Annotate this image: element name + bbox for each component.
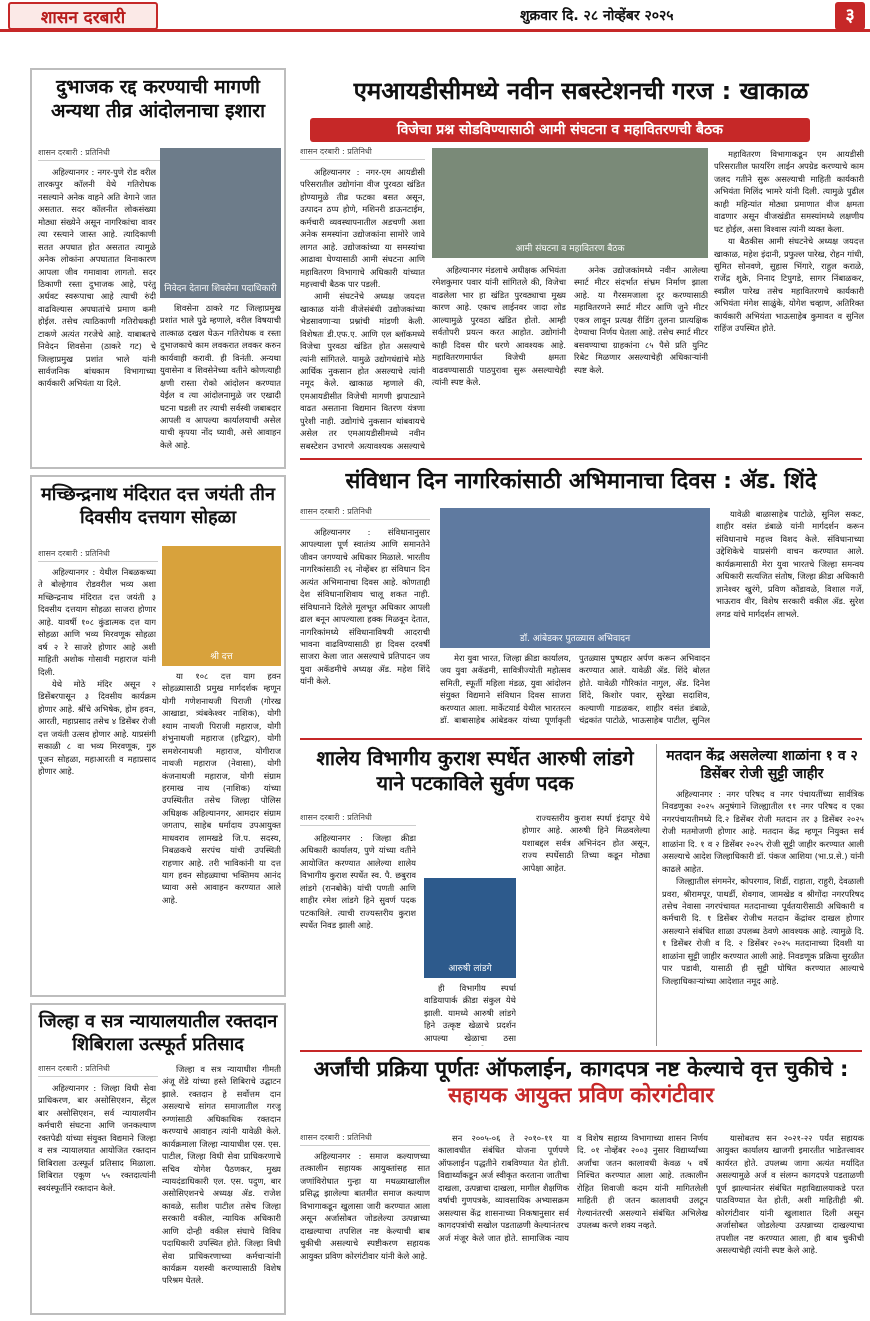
article-8-byline: शासन दरबारी : प्रतिनिधी (300, 1132, 430, 1146)
article-2-body-col2 (162, 670, 281, 992)
article-1-body-col2 (160, 302, 281, 462)
article-3-body-col2 (162, 1063, 281, 1310)
article-1-headline: दुभाजक रद्द करण्याची मागणी अन्यथा तीव्र आंदोलनाचा इशारा (51, 76, 265, 122)
article-4-para: आमी संघटनेचे अध्यक्ष जयदत्त खाकाळ यांनी वीजेसंबंधी उद्योजकांच्या भेडसावणाऱ्या प्रश्नांची मांडणी केली. विशेषतः डी.एफ.ए. आणि एल ब्लॉकमध्ये विजेचा पुरवठा खंडित होत असल्याचे त्यांनी सांगितले. यामुळे उद्योगधंद्यांचे मोठे आर्थिक नुकसान होत असल्याचे त्यांनी नमूद केले. खाकाळ म्हणाले की, एमआयडीसीत विजेची मागणी झपाट्याने वाढत असताना विद्यमान वितरण यंत्रणा पुरेशी नाही. उद्योगांचे नुकसान थांबवायचे असेल तर एमआयडीसीमध्ये नवीन सबस्टेशन उभारणे अत्यावश्यक असल्याचे (300, 291, 425, 451)
article-6-para: ही विभागीय स्पर्धा वाडियापार्क क्रीडा संकुल येथे झाली. यामध्ये आरुषी लांडगे हिने उत्कृष्ट खेळाचे प्रदर्शन आपल्या खेळाचा ठसा (424, 983, 516, 1043)
article-7-para: जिल्ह्यातील संगमनेर, कोपरगाव, शिर्डी, राहाता, राहुरी, देवळाली प्रवरा, श्रीरामपूर, पाथर्डी, शेवगाव, जामखेड व श्रीगोंदा नगरपरिषद तसेच नेवासा नगरपंचायत मतदानाच्या पूर्वतयारीसाठी अधिकारी व कर्मचारी दि. १ डिसेंबर रोजीच मतदान केंद्रांवर दाखल होणार असल्याने संबंधित शाळा उपलब्ध ठेवणे आवश्यक आहे. त्यामुळे दि. १ डिसेंबर रोजी व दि. २ डिसेंबर २०२५ मतदानाच्या दिवशी या शाळांना सुट्टी जाहीर करण्यात आली आहे. निवडणूक प्रक्रिया सुरळीत पार पडावी, यासाठी ही सुट्टी घोषित करण्यात आल्याचे जिल्हाधिकाऱ्यांच्या आदेशात नमूद आहे. (662, 876, 864, 986)
article-6-para: राज्यस्तरीय कुराश स्पर्धा इंदापूर येथे होणार आहे. आरुषी हिने मिळवलेल्या यशाबद्दल सर्वत्र अभिनंदन होत असून, राज्य स्पर्धेसाठी तिच्या कडून मोठ्या आपेक्षा आहेत. (522, 813, 650, 873)
section-rule (300, 458, 862, 460)
article-5-body-col2 (440, 652, 710, 732)
article-5-para: मेरा युवा भारत, जिल्हा क्रीडा कार्यालय, जय युवा अकॅडमी, सावित्रीज्योती महोत्सव समिती, स्फूर्ती महिला मंडळ, युवा आंदोलन संयुक्त विद्यमाने संविधान दिवस साजरा करण्यात आला. मार्केटयार्ड येथील भारतरत्न डॉ. बाबासाहेब आंबेडकर यांच्या पूर्णाकृती पुतळ्यास पुष्पहार अर्पण करून अभिवादन करण्यात आले. यावेळी ॲड. शिंदे बोलत होते. यावेळी गौरिकांत नागुल, ॲड. दिनेश शिंदे, किशोर पवार, सुरेखा सदाशिव, कल्याणी गाडळकर, शाहीर वसंत डंबाळे, चंद्रकांत पाटोळे, भाऊसाहेब पाटील, सुनिल (440, 653, 710, 726)
article-7-headline: मतदान केंद्र असलेल्या शाळांना १ व २ डिसेंबर रोजी सुट्टी जाहीर (666, 748, 858, 782)
article-2-para: अहिल्यानगर : येथील निबळकच्या ते बोल्हेगाव रोडवरील भव्य अशा मच्छिन्द्रनाथ मंदिरात दत्त जयंती ३ दिवसीय दत्तयाग सोहळा साजरा होणार आहे. यावर्षी १०८ कुंडात्मक दत्त याग सोहळा आणि भव्य मिरवणूक सोहळा वर्ष २ रे साजरे होणार आहे अशी माहिती अशोक गोसावी महाराज यांनी दिली. (38, 567, 156, 677)
article-4-byline: शासन दरबारी : प्रतिनिधी (300, 146, 425, 160)
article-1-byline: शासन दरबारी : प्रतिनिधी (38, 147, 280, 161)
article-2-para: या १०८ दत्त याग हवन सोहळ्यासाठी प्रमुख मार्गदर्शक म्हणून योगी गणेशनाथजी पिराजी (गोरख आखाडा, त्र्यंबकेश्वर नाशिक), योगी श्याम नाथजी पिराजी महाराज, योगी शंभुनाथजी महाराज (हरिद्वार), योगी समशेरनाथजी महाराज, योगीराज नाथजी महाराज (नेवासा), योगी कंजनाथजी महाराज, योगी संग्राम हरमाख नाथ (नाशिक) यांच्या उपस्थितीत तसेच जिल्हा पोलिस अधिक्षक अहिल्यानगर, आमदार संग्राम जगताप, साहेब धर्मादाय उपआयुक्त माधवराव लामखडे जि.प. सदस्य, निबळकचे सरपंच यांची उपस्थिती राहणार आहे. तरी भाविकांनी या दत्त याग हवन सोहळ्याचा भक्तिमय आनंद घ्यावा असे आवाहन करण्यात आले आहे. (162, 671, 281, 905)
article-2-photo-caption: श्री दत्त (210, 652, 233, 662)
article-4-headline: एमआयडीसीमध्ये नवीन सबस्टेशनची गरज : खाकाळ (353, 77, 809, 105)
article-6-photo-caption: आरुषी लांडगे (448, 964, 492, 974)
article-8-body-col2 (438, 1132, 708, 1314)
article-5-byline: शासन दरबारी : प्रतिनिधी (300, 506, 430, 520)
section-rule (300, 1050, 862, 1052)
article-5-para: अहिल्यानगर : संविधानानुसार आपल्याला पूर्ण स्वातंत्र्य आणि समानतेने जीवन जगण्याचे अधिकार मिळाले. भारतीय नागरिकांसाठी २६ नोव्हेंबर हा संविधान दिन अत्यंत अभिमानाचा दिवस आहे. कोणताही देश संविधानाशिवाय चालू शकत नाही. संविधानाने दिलेले मूलभूत अधिकार आपली ढाल बनून आपल्याला हक्क मिळवून देतात, नागरिकांमध्ये संविधानाविषयी आदराची भावना वाढविण्यासाठी हा दिवस दरवर्षी साजरा केला जात असल्याचे प्रतिपादन जय युवा अकॅडमीचे अध्यक्ष ॲड. महेश शिंदे यांनी केले. (300, 527, 430, 687)
article-1-para: शिवसेना ठाकरे गट जिल्हाप्रमुख प्रशांत भाले पुढे म्हणाले, वरील विषयाची तात्काळ दखल घेऊन गतिरोधक व रस्ता दुभाजकाचे काम लवकरात लवकर करुन कार्यवाही करावी. ही विनंती. अन्यथा युवासेना व शिवसेनेच्या वतीने कोणत्याही क्षणी रास्ता रोको आंदोलन करण्यात येईल व त्या आंदोलनामुळे जर एखादी घटना घडली तर त्याची सर्वस्वी जबाबदार आपली व आपल्या कार्यालयाची असेल याची कृपया नोंद घ्यावी, असे आवाहन केले आहे. (160, 303, 281, 450)
article-2-byline: शासन दरबारी : प्रतिनिधी (38, 548, 158, 562)
article-3-byline: शासन दरबारी : प्रतिनिधी (38, 1063, 158, 1077)
article-5-para: यावेळी बाळासाहेब पाटोळे, सुनिल सकट, शाहीर वसंत डंबाळे यांनी मार्गदर्शन करून संविधानाचे महत्त्व विशद केले. संविधानाच्या उद्देशिकेचे याप्रसंगी वाचन करण्यात आले. कार्यक्रमासाठी मेरा युवा भारतचे जिल्हा समन्वय अधिकारी सत्यजित संतोष, जिल्हा क्रीडा अधिकारी ज्ञानेश्वर खुरंगे, प्रविण कोंडावळे, विशाल गर्जे, भाऊराव वीर, विशेष सरकारी वकील ॲड. सुरेश लगड यांचे मार्गदर्शन लाभले. (716, 509, 864, 619)
article-1-body-col1 (38, 166, 156, 461)
article-3-para: जिल्हा व सत्र न्यायाधीश गीमती अंजू शेंडे यांच्या हस्ते शिबिराचे उद्घाटन झाले. रक्तदान हे सर्वोत्तम दान असल्याचे सांगत समाजातील गरजू रुग्णांसाठी अधिकाधिक रक्तदान करण्याचे आवाहन त्यांनी यावेळी केले. कार्यक्रमाला जिल्हा न्यायाधीश एस. एस. पाटील, जिल्हा विधी सेवा प्राधिकरणाचे सचिव योगेश पैठणकर, मुख्य न्यायदंडाधिकारी एल. एस. पदुण, बार असोसिएशनचे अध्यक्ष ॲड. राजेश कावळे, सतीश पाटील तसेच जिल्हा सरकारी वकील, न्यायिक अधिकारी आणि दोन्ही वकील संघाचे विविध पदाधिकारी उपस्थित होते. जिल्हा विधी सेवा प्राधिकरणाच्या कर्मचाऱ्यांनी कार्यक्रम यशस्वी करण्यासाठी विशेष परिश्रम घेतले. (162, 1064, 281, 1286)
article-4-para: अनेक उद्योजकांमध्ये नवीन आलेल्या स्मार्ट मीटर संदर्भात संभ्रम निर्माण झाला आहे. या गैरसमजाला दूर करण्यासाठी महावितरणने स्मार्ट मीटर आणि जुने मीटर एकत्र लावून प्रत्यक्ष रीडिंग तुलना प्रात्यक्षिक देण्याचा निर्णय घेतला आहे. तसेच स्मार्ट मीटर बसवण्याचा ग्राहकांना ८५ पैसे प्रति युनिट रिबेट मिळणार असल्याचेही अधिकाऱ्यांनी स्पष्ट केले. (574, 265, 708, 375)
article-4-body-col3 (714, 148, 864, 454)
article-4-para: या बैठकीस आमी संघटनेचे अध्यक्ष जयदत्त खाकाळ, महेश इंदानी, प्रफुल्ल पारेख, रोहन गांधी, सुमित सोनवणे, सुहास भिंगारे, राहुल कराळे, राजेंद्र शुक्रे, निनाद टिपुगडे, सागर निंबाळकर, स्वप्नील पारेख तसेच महावितरणचे कार्यकारी अभियंता मंगेश साळुंके, योगेश चव्हाण, अतिरिक्त कार्यकारी अभियंता भाऊसाहेब कुमावत व सुनिल राहिंज उपस्थित होते. (714, 236, 864, 334)
column-divider (656, 744, 657, 1046)
article-7-body (662, 788, 864, 1046)
article-4-para: अहिल्यानगर मंडलाचे अधीक्षक अभियंता रमेशकुमार पवार यांनी सांगितले की, विजेचा वाढलेला भार हा खंडित पुरवठ्याचा मुख्य कारण आहे. एकाच लाईनवर जादा लोड आल्यामुळे पुरवठा खंडित होतो. आम्ही सर्वतोपरी प्रयत्न करत आहोत. उद्योगांनी काही दिवस धीर धरणे आवश्यक आहे. महावितरणमार्फत विजेची क्षमता वाढवण्यासाठी पाठपुरावा सुरू असल्याचेही त्यांनी स्पष्ट केले. (432, 265, 566, 387)
article-8-headline-main: अर्जांची प्रक्रिया पूर्णतः ऑफलाईन, कागदपत्र नष्ट केल्याचे वृत्त चुकीचे : (313, 1057, 849, 1081)
article-3-para: अहिल्यानगर : जिल्हा विधी सेवा प्राधिकरण, बार असोसिएशन, सेंट्रल बार असोसिएशन, सर्व न्यायालयीन कर्मचारी संघटना आणि जनकल्याण रक्तपेढी यांच्या संयुक्त विद्यमाने जिल्हा व सत्र न्यायालयात आयोजित रक्तदान शिबिराला उत्स्फूर्त प्रतिसाद मिळाला. शिबिरात एकूण ५५ रक्तदात्यांनी स्वयंस्फूर्तीने रक्तदान केले. (38, 1083, 156, 1193)
article-4-body-col2 (432, 264, 708, 454)
article-6-body-col3 (522, 812, 650, 1046)
article-2-photo (162, 546, 281, 666)
issue-date: शुक्रवार दि. २८ नोव्हेंबर २०२५ (520, 8, 674, 24)
article-8-para: सन २००५-०६ ते २०१०-११ या कालावधीत संबंधित योजना पूर्णपणे ऑफलाईन पद्धतीने राबविण्यात येत होती. विद्यार्थ्यांकडून अर्ज स्वीकृत करताना जातीचा दाखला, उत्पन्नाचा दाखला, मागील शैक्षणिक वर्षाची गुणपत्रके, व्यावसायिक अभ्यासक्रम असल्यास केंद्र शासनाच्या निकषानुसार सर्व कागदपत्रांची सखोल पडताळणी केल्यानंतरच अर्ज मंजूर केले जात होते. सामाजिक न्याय व विशेष सहाय्य विभागाच्या शासन निर्णय दि. ०१ नोव्हेंबर २००३ नुसार विद्यार्थ्यांच्या अर्जांचा जतन कालावधी केवळ ५ वर्षे निश्चित करण्यात आला आहे. तत्कालीन रोहित शिवाजी कदम यांनी मागितलेली माहिती ही जतन कालावधी उलटून गेल्यानंतरची असल्याने संबंधित अभिलेख उपलब्ध करणे शक्य नव्हते. (438, 1133, 708, 1243)
newspaper-logo: शासन दरबारी (8, 2, 158, 30)
article-6-photo (424, 878, 516, 978)
article-6-body-col2 (424, 982, 516, 1046)
article-2-para: येथे मोठे मंदिर असून २ डिसेंबरपासून ३ दिवसीय कार्यक्रम होणार आहे. श्रींचे अभिषेक, होम हवन, आरती, महाप्रसाद तसेच ४ डिसेंबर रोजी दत्त जयंती उत्सव होणार आहे. याप्रसंगी सकाळी ८ वा भव्य मिरवणूक, गुरु पूजन सोहळा, महाआरती व महाप्रसाद होणार आहे. (38, 678, 156, 776)
article-6-para: अहिल्यानगर : जिल्हा क्रीडा अधिकारी कार्यालय, पुणे यांच्या वतीने आयोजित करण्यात आलेल्या शालेय विभागीय कुराश स्पर्धेत स्व. पै. छबुराव लांडगे (रानबोके) यांची पणती आणि शाहीर रमेश लांडगे हिने सुवर्ण पदक पटकाविले. त्याची राज्यस्तरीय कुराश स्पर्धेत निवड झाली आहे. (300, 833, 416, 931)
article-8-body-col3 (716, 1132, 864, 1314)
section-rule (300, 738, 862, 740)
article-5-photo (440, 508, 710, 648)
page-number: ३ (835, 2, 865, 30)
article-4-para: अहिल्यानगर : नगर-एम आयडीसी परिसरातील उद्योगांना वीज पुरवठा खंडित होण्यामुळे तीव्र फटका बसत असून, उत्पादन ठप्प होणे, मशिनरी डाऊनटाईम, कर्मचारी व्यवस्थापनातील अडचणी अशा अनेक समस्यांना उद्योजकांना सामोरे जावे लागत आहे. उद्योजकांच्या या समस्यांचा आढावा घेण्यासाठी आमी संघटना आणि महावितरण विभागाचे अधिकारी यांच्यात महत्त्वाची बैठक पार पडली. (300, 167, 425, 289)
article-2-body-col1 (38, 566, 156, 991)
article-6-headline: शालेय विभागीय कुराश स्पर्धेत आरुषी लांडगे याने पटकाविले सुर्वण पदक (316, 746, 634, 795)
article-1-para: अहिल्यानगर : नगर-पुणे रोड वरील तारकपुर कॉलनी येथे गतिरोधक नसल्याने अनेक वाहने अति वेगाने जात असतात. सदर कॉलनीत लोकसंख्या मोठ्या संख्येने असून नागरिकांचा वावर त्या रस्त्याने जास्त आहे. त्यादिकाणी सतत अपघात होत असतात त्यामुळे अनेक लोकांना अपघातात विनाकारण आपला जीव गमावावा लागतो. सदर ठिकाणी रस्ता दुभाजक आहे, परंतु अर्धवट स्वरूपाचा आहे त्याची रुंदी वाढविल्यास अपघातांचे प्रमाण कमी होईल. तसेच त्याठिकाणी गतिरोधकही टाकणे अत्यंत गरजेचे आहे. याबाबतचे निवेदन शिवसेना (ठाकरे गट) चे जिल्हाप्रमुख प्रशांत भाले यांनी सार्वजनिक बांधकाम विभागाच्या कार्यकारी अभियंता या दिले. (38, 167, 156, 389)
article-8-para: अहिल्यानगर : समाज कल्याणच्या तत्कालीन सहायक आयुक्तांसह सात जणांविरोधात गुन्हा या मथळ्याखालील प्रसिद्ध झालेल्या बातमीत समाज कल्याण विभागाकडून खुलासा जारी करण्यात आला असून अर्जासोबत जोडलेल्या उत्पन्नाच्या दाखल्याचा तपशिल नष्ट केल्याची बाब चुकीची असल्याचे स्पष्टीकरण सहायक आयुक्त प्रविण कोरगंटीवार यांनी केले आहे. (300, 1151, 430, 1261)
article-7-para: अहिल्यानगर : नगर परिषद व नगर पंचायतींच्या सार्वत्रिक निवडणुका २०२५ अनुषंगाने जिल्ह्यातील ११ नगर परिषद व एका नगरपंचायतीमध्ये दि.२ डिसेंबर रोजी मतदान तर ३ डिसेंबर २०२५ रोजी मतमोजणी होणार आहे. मतदान केंद्र म्हणून नियुक्त सर्व शाळांना दि. १ व २ डिसेंबर २०२५ रोजी सुट्टी जाहीर करण्यात आली असल्याचे आदेश जिल्हाधिकारी डॉ. पंकज आशिया (भा.प्र.से.) यांनी काढले आहेत. (662, 789, 864, 874)
article-5-photo-caption: डॉ. आंबेडकर पुतळ्यास अभिवादन (519, 634, 631, 644)
article-5-body-col1 (300, 526, 430, 726)
article-3-body-col1 (38, 1082, 156, 1310)
article-4-photo (432, 148, 708, 258)
article-8-headline (300, 1056, 862, 1109)
article-1-photo-caption: निवेदन देताना शिवसेना पदाधिकारी (164, 284, 277, 294)
article-5-body-col3 (716, 508, 864, 732)
article-4-para: महावितरण विभागाकडून एम आयडीसी परिसरातील फायरिंग लाईन अपग्रेड करण्याचे काम जलद गतीने सुरू असल्याची माहिती कार्यकारी अभियंता मिलिंद भामरे यांनी दिली. त्यामुळे पुढील काही महिन्यांत मोठ्या प्रमाणात वीज क्षमता वाढणार असून वीजखंडीत समस्यांमध्ये लक्षणीय घट होईल, असा विश्वास त्यांनी व्यक्त केला. (714, 149, 864, 234)
article-1-photo (160, 148, 281, 298)
article-3-headline: जिल्हा व सत्र न्यायालयातील रक्तदान शिबिराला उत्स्फूर्त प्रतिसाद (38, 1011, 278, 1055)
article-2-headline: मच्छिन्द्रनाथ मंदिरात दत्त जयंती तीन दिवसीय दत्तयाग सोहळा (41, 484, 275, 528)
article-8-headline-red: सहायक आयुक्त प्रविण कोरगंटीवार (448, 1083, 714, 1108)
article-5-headline: संविधान दिन नागरिकांसाठी अभिमानाचा दिवस : ॲड. शिंदे (345, 469, 817, 494)
article-4-photo-caption: आमी संघटना व महावितरण बैठक (515, 244, 625, 254)
article-8-body-col1 (300, 1150, 430, 1314)
article-6-body-col1 (300, 832, 416, 1046)
article-6-byline: शासन दरबारी : प्रतिनिधी (300, 812, 416, 826)
article-4-body-col1 (300, 166, 425, 451)
article-8-para: यासोबतच सन २०२१-२२ पर्यंत सहायक आयुक्त कार्यालय खाजगी इमारतीत भाडेतत्त्वावर कार्यरत होते. उपलब्ध जागा अत्यंत मर्यादित असल्यामुळे अर्ज व संलग्न कागदपत्रे पडताळणी पूर्ण झाल्यानंतर संबंधित महाविद्यालयाकडे परत पाठविण्यात येत होती, अशी माहितीही श्री. कोरगंटीवार यांनी खुलाशात दिली असून अर्जासोबत जोडलेल्या उत्पन्नाच्या दाखल्याचा तपशील नष्ट करण्यात आला, ही बाब चुकीची असल्याचेही त्यांनी स्पष्ट केले आहे. (716, 1133, 864, 1255)
article-4-subheadline: विजेचा प्रश्न सोडविण्यासाठी आमी संघटना व महावितरणची बैठक (310, 118, 810, 142)
